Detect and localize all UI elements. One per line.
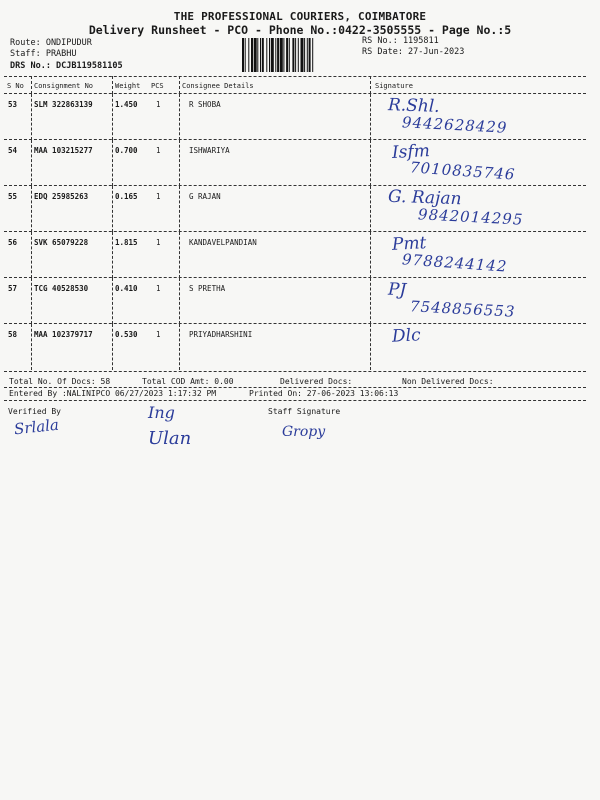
barcode-bar [277,38,279,72]
col-divider [31,140,32,186]
col-header-signature: Signature [375,82,413,90]
barcode-bar [301,38,304,72]
row-signature-name: PJ [387,279,407,301]
row-pcs: 1 [156,146,161,155]
row-signature-name: Dlc [391,325,422,347]
col-divider [112,324,113,370]
col-divider [31,76,32,94]
row-pcs: 1 [156,330,161,339]
barcode-bar [275,38,276,72]
barcode-bar [245,38,246,72]
row-signature-name: G. Rajan [387,186,462,210]
col-divider [370,140,371,186]
rs-date: RS Date: 27-Jun-2023 [362,47,465,57]
barcode-bar [260,38,261,72]
total-docs: Total No. Of Docs: 58 [9,377,111,386]
barcode-bar [266,38,267,72]
col-divider [370,278,371,324]
staff-label: Staff: PRABHU [10,49,77,59]
col-header-sno: S No [7,82,24,90]
col-divider [112,140,113,186]
company-name: THE PROFESSIONAL COURIERS, COIMBATORE [173,10,427,23]
col-divider [370,324,371,370]
col-divider [179,324,180,370]
route-label: Route: ONDIPUDUR [10,38,92,48]
row-consignment-no: MAA 102379717 [34,330,93,339]
col-divider [112,94,113,140]
row-consignee: KANDAVELPANDIAN [189,238,257,247]
non-delivered-docs: Non Delivered Docs: [402,377,494,386]
barcode-bar [271,38,274,72]
col-divider [112,186,113,232]
row-pcs: 1 [156,284,161,293]
col-header-weight: Weight [115,82,141,90]
barcode-bar [269,38,270,72]
staff-signature: Gropy [282,424,326,440]
barcode-bar [304,38,305,72]
row-signature-phone: 7548856553 [409,297,516,321]
row-weight: 1.815 [115,238,138,247]
middle-signature-top: Ing [148,403,175,422]
staff-signature-label: Staff Signature [268,407,341,416]
barcode-bar [307,38,308,72]
col-divider [370,232,371,278]
barcode-bar [298,38,299,72]
row-rule [4,139,586,140]
footer-rule [4,400,586,401]
row-rule [4,323,586,324]
runsheet-title: Delivery Runsheet - PCO - Phone No.:0422-3505555 - Page No.:5 [88,23,512,37]
barcode-bar [309,38,311,72]
row-signature-name: R.Shl. [387,95,440,117]
row-consignee: R SHOBA [189,100,221,109]
header-bottom-rule [4,93,586,94]
verified-by-label: Verified By [8,407,61,416]
barcode-bar [257,38,258,72]
totals-top-rule [4,371,586,372]
row-pcs: 1 [156,192,161,201]
col-divider [31,278,32,324]
col-divider [179,140,180,186]
col-divider [112,232,113,278]
col-header-pcs: PCS [151,82,164,90]
col-divider [179,186,180,232]
barcode-bar [254,38,257,72]
col-divider [112,76,113,94]
row-pcs: 1 [156,100,161,109]
col-divider [112,278,113,324]
row-sno: 54 [8,146,18,155]
row-sno: 56 [8,238,18,247]
rs-number: RS No.: 1195811 [362,36,439,46]
verified-by-signature: Srlala [13,415,60,439]
row-consignment-no: MAA 103215277 [34,146,93,155]
barcode-bar [286,38,288,72]
barcode-bar [292,38,294,72]
row-consignee: G RAJAN [189,192,221,201]
row-pcs: 1 [156,238,161,247]
row-signature-phone: 9788244142 [401,250,508,276]
row-signature-phone: 9442628429 [401,113,508,137]
delivered-docs: Delivered Docs: [280,377,353,386]
barcode [242,38,354,72]
row-consignee: S PRETHA [189,284,226,293]
barcode-bar [242,38,244,72]
row-signature-phone: 9842014295 [417,205,524,229]
row-weight: 1.450 [115,100,138,109]
row-weight: 0.410 [115,284,138,293]
row-consignee: ISHWARIYA [189,146,230,155]
col-divider [370,186,371,232]
col-header-consignee: Consignee Details [182,82,254,90]
row-sno: 55 [8,192,18,201]
col-divider [179,76,180,94]
col-divider [31,94,32,140]
col-divider [31,186,32,232]
printed-on: Printed On: 27-06-2023 13:06:13 [249,389,399,398]
col-divider [31,232,32,278]
total-cod: Total COD Amt: 0.00 [142,377,234,386]
barcode-bar [289,38,290,72]
row-rule [4,231,586,232]
col-divider [179,232,180,278]
col-divider [31,324,32,370]
row-consignment-no: SVK 65079228 [34,238,89,247]
barcode-bar [251,38,253,72]
barcode-bar [248,38,249,72]
row-consignment-no: EDQ 25985263 [34,192,89,201]
row-weight: 0.700 [115,146,138,155]
row-sno: 53 [8,100,18,109]
row-rule [4,185,586,186]
row-signature-phone: 7010835746 [409,158,516,184]
entered-by: Entered By :NALINIPCO 06/27/2023 1:17:32 PM [9,389,217,398]
row-signature-name: Pmt [391,233,427,255]
col-divider [179,94,180,140]
col-divider [370,76,371,94]
col-divider [179,278,180,324]
barcode-bar [283,38,284,72]
barcode-bar [280,38,283,72]
row-rule [4,277,586,278]
col-header-consignment: Consignment No [34,82,94,90]
totals-bottom-rule [4,387,586,388]
barcode-bar [295,38,296,72]
row-weight: 0.530 [115,330,138,339]
barcode-bar [262,38,264,72]
row-sno: 58 [8,330,18,339]
row-signature-name: Isfm [391,141,431,163]
col-divider [370,94,371,140]
row-sno: 57 [8,284,18,293]
barcode-bar [312,38,313,72]
row-consignment-no: TCG 40528530 [34,284,89,293]
middle-signature-bottom: Ulan [148,428,192,449]
table-top-rule [4,76,586,77]
row-consignment-no: SLM 322863139 [34,100,93,109]
row-consignee: PRIYADHARSHINI [189,330,253,339]
row-weight: 0.165 [115,192,138,201]
drs-number: DRS No.: DCJB119581105 [10,61,123,71]
